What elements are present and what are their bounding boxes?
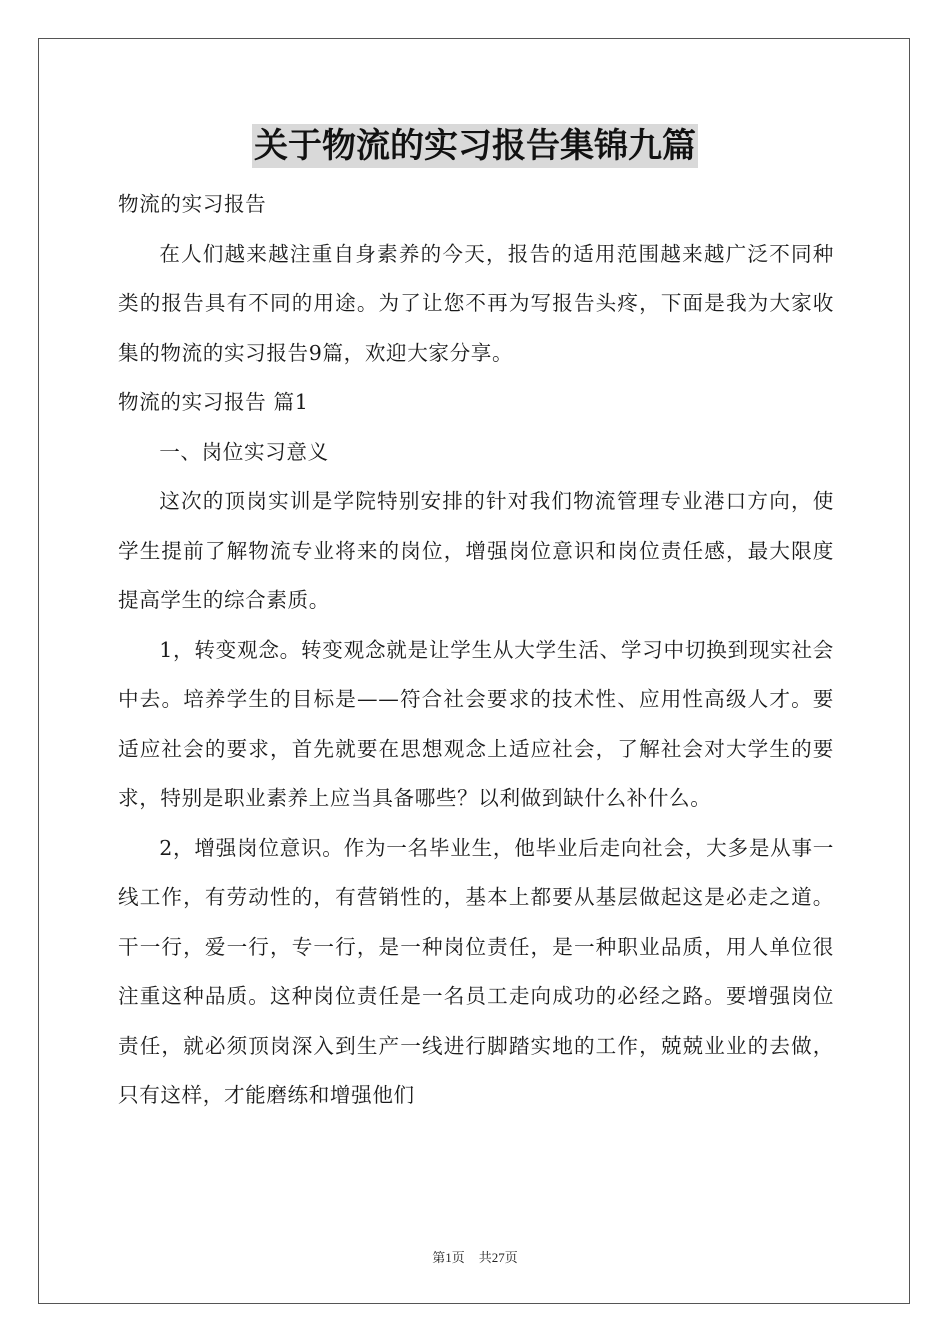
section-heading: 物流的实习报告 <box>118 192 267 216</box>
page-footer <box>0 1247 950 1266</box>
body-paragraph: 2，增强岗位意识。作为一名毕业生，他毕业后走向社会，大多是从事一线工作，有劳动性的，有营销性的，基本上都要从基层做起这是必走之道。干一行，爱一行，专一行，是一种岗位责任，是一种职业品质，用人单位很注重这种品质。这种岗位责任是一名员工走向成功的必经之路。要增强岗位责任，就必须顶岗深入到生产一线进行脚踏实地的工作，兢兢业业的去做，只有这样，才能磨练和增强他们 <box>118 835 834 1107</box>
page-number: 第1页 <box>432 1250 465 1265</box>
body-paragraph: 这次的顶岗实训是学院特别安排的针对我们物流管理专业港口方向，使学生提前了解物流专业将来的岗位，增强岗位意识和岗位责任感，最大限度提高学生的综合素质。 <box>118 489 834 612</box>
document-body <box>118 180 834 1121</box>
subsection-heading: 一、岗位实习意义 <box>159 439 329 464</box>
title-wrap <box>0 124 950 168</box>
chapter-heading: 物流的实习报告 篇1 <box>118 390 309 414</box>
body-paragraph: 1，转变观念。转变观念就是让学生从大学生活、学习中切换到现实社会中去。培养学生的目标是——符合社会要求的技术性、应用性高级人才。要适应社会的要求，首先就要在思想观念上适应社会，了解社会对大学生的要求，特别是职业素养上应当具备哪些？以利做到缺什么补什么。 <box>118 637 834 810</box>
page-total: 共27页 <box>478 1250 518 1265</box>
document-title: 关于物流的实习报告集锦九篇 <box>254 126 696 166</box>
intro-paragraph: 在人们越来越注重自身素养的今天，报告的适用范围越来越广泛不同种类的报告具有不同的用途。为了让您不再为写报告头疼，下面是我为大家收集的物流的实习报告9篇，欢迎大家分享。 <box>118 241 834 365</box>
